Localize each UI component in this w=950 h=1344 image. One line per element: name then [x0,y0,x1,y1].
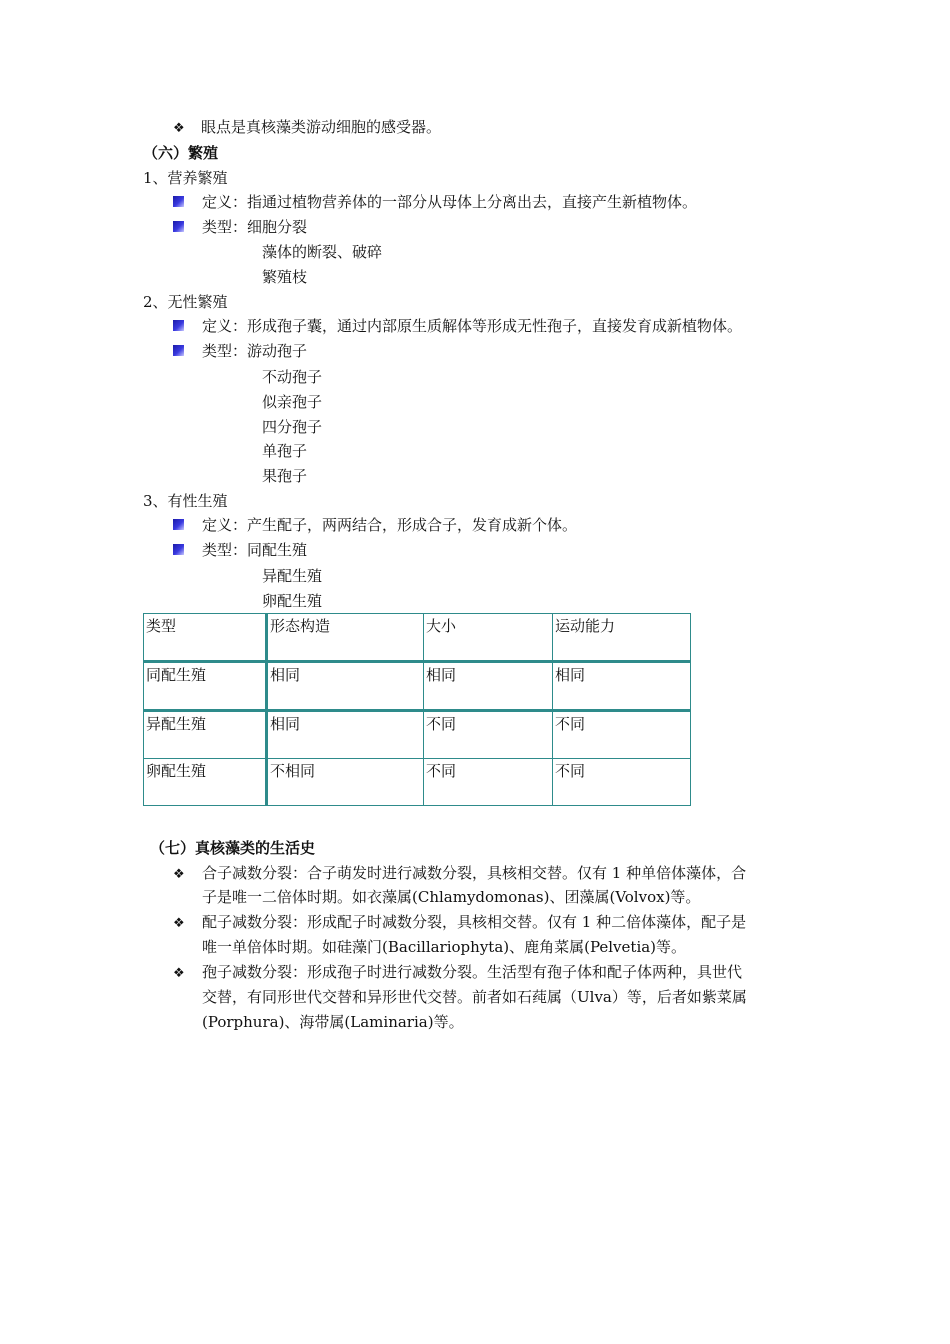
sex-type-item: 卵配生殖 [262,592,323,610]
bullet-text: 眼点是真核藻类游动细胞的感受器。 [201,118,442,136]
table-cell: 不相同 [267,759,424,806]
table-cell: 同配生殖 [144,662,267,711]
section-6-title: （六）繁殖 [143,144,219,162]
table-cell: 相同 [267,662,424,711]
diamond-bullet-icon: ❖ [173,121,185,136]
square-bullet-icon [173,345,184,356]
table-cell: 相同 [424,662,553,711]
table-cell: 卵配生殖 [144,759,267,806]
veg-type-label: 类型：细胞分裂 [202,218,308,236]
veg-type-item: 藻体的断裂、破碎 [262,243,383,261]
table-header-cell: 类型 [144,614,267,662]
life-cycle-item-2-line1: 配子减数分裂：形成配子时减数分裂，具核相交替。仅有 1 种二倍体藻体，配子是 [202,913,747,931]
life-cycle-item-3-line2: 交替，有同形世代交替和异形世代交替。前者如石莼属（Ulva）等，后者如紫菜属 [202,988,747,1006]
table-row [144,759,691,806]
table-header-cell: 运动能力 [553,614,691,662]
table-cell: 异配生殖 [144,711,267,759]
sex-type-item: 异配生殖 [262,567,323,585]
diamond-bullet-icon: ❖ [173,916,185,931]
table-header-cell: 形态构造 [267,614,424,662]
square-bullet-icon [173,196,184,207]
life-cycle-item-1-line2: 子是唯一二倍体时期。如衣藻属(Chlamydomonas)、团藻属(Volvox)等。 [202,888,701,906]
table-cell: 不同 [553,759,691,806]
table-header-cell: 大小 [424,614,553,662]
life-cycle-item-2-line2: 唯一单倍体时期。如硅藻门(Bacillariophyta)、鹿角菜属(Pelvetia)等。 [202,938,687,956]
heading-asexual: 2、无性繁殖 [143,293,228,311]
table-cell: 相同 [553,662,691,711]
square-bullet-icon [173,544,184,555]
table-row [144,711,691,759]
sex-type-label: 类型：同配生殖 [202,541,308,559]
square-bullet-icon [173,221,184,232]
table-cell: 相同 [267,711,424,759]
diamond-bullet-icon: ❖ [173,867,185,882]
table-row [144,662,691,711]
life-cycle-item-1-line1: 合子减数分裂：合子萌发时进行减数分裂，具核相交替。仅有 1 种单倍体藻体，合 [202,864,747,882]
bullet-item-eyespot [173,117,441,139]
asex-type-label: 类型：游动孢子 [202,342,308,360]
heading-sexual: 3、有性生殖 [143,492,228,510]
asex-type-item: 果孢子 [262,467,308,485]
asex-type-item: 不动孢子 [262,368,323,386]
table-cell: 不同 [424,759,553,806]
reproduction-comparison-table [143,613,691,806]
asex-type-item: 单孢子 [262,442,308,460]
square-bullet-icon [173,320,184,331]
diamond-bullet-icon: ❖ [173,966,185,981]
table-cell: 不同 [553,711,691,759]
square-bullet-icon [173,519,184,530]
life-cycle-item-3-line3: (Porphura)、海带属(Laminaria)等。 [202,1013,464,1031]
asex-definition: 定义：形成孢子囊，通过内部原生质解体等形成无性孢子，直接发育成新植物体。 [202,317,743,335]
asex-type-item: 四分孢子 [262,418,323,436]
heading-vegetative: 1、营养繁殖 [143,169,228,187]
life-cycle-item-3-line1: 孢子减数分裂：形成孢子时进行减数分裂。生活型有孢子体和配子体两种，具世代 [202,963,743,981]
section-7-title: （七）真核藻类的生活史 [150,839,316,857]
veg-type-item: 繁殖枝 [262,268,308,286]
table-cell: 不同 [424,711,553,759]
sex-definition: 定义：产生配子，两两结合，形成合子，发育成新个体。 [202,516,578,534]
asex-type-item: 似亲孢子 [262,393,323,411]
table-header-row [144,614,691,662]
veg-definition: 定义：指通过植物营养体的一部分从母体上分离出去，直接产生新植物体。 [202,193,698,211]
